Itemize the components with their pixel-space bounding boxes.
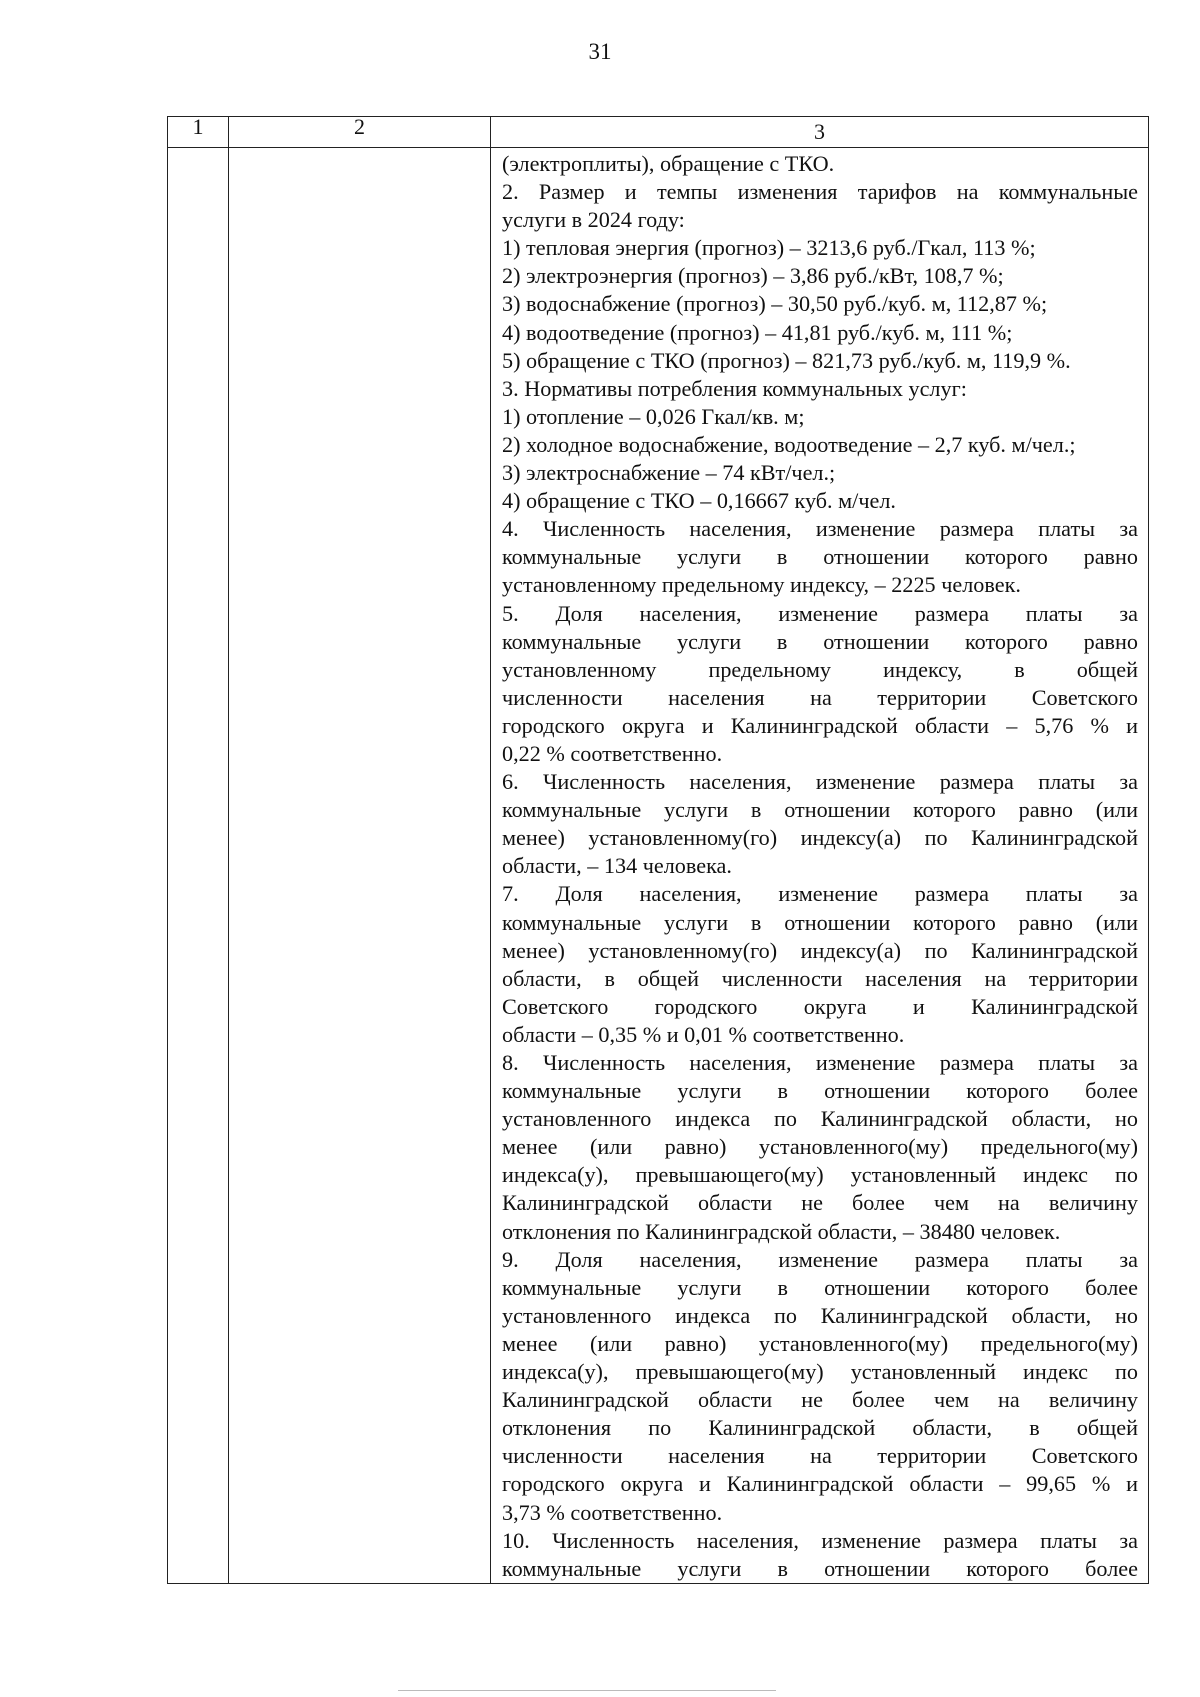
text-line: менее (или равно) установленного(му) предельного(му): [502, 1134, 1138, 1160]
text-line: услуги в 2024 году:: [502, 207, 685, 233]
text-line: 0,22 % соответственно.: [502, 740, 723, 766]
text-line: численности населения на территории Советского: [502, 684, 1138, 710]
text-line: области – 0,35 % и 0,01 % соответственно.: [502, 1021, 905, 1047]
text-line: 2. Размер и темпы изменения тарифов на коммунальные: [502, 179, 1138, 205]
text-line: Калининградской области не более чем на величину: [502, 1387, 1138, 1413]
text-line: 4) водоотведение (прогноз) – 41,81 руб./куб. м, 111 %;: [502, 319, 1013, 345]
column-3-content: [491, 148, 1148, 1583]
text-line: городского округа и Калининградской области – 99,65 % и: [502, 1471, 1138, 1497]
text-line: менее) установленному(го) индексу(а) по Калининградской: [502, 937, 1138, 963]
text-line: отклонения по Калининградской области, – 38480 человек.: [502, 1218, 1061, 1244]
footer-rule: [398, 1690, 776, 1691]
text-line: 5. Доля населения, изменение размера платы за: [502, 600, 1138, 626]
text-line: 2) холодное водоснабжение, водоотведение – 2,7 куб. м/чел.;: [502, 431, 1076, 457]
text-line: городского округа и Калининградской области – 5,76 % и: [502, 712, 1138, 738]
text-line: Советского городского округа и Калининградской: [502, 993, 1138, 1019]
table-header-row: [168, 117, 1149, 148]
text-line: (электроплиты), обращение с ТКО.: [502, 151, 835, 176]
text-line: установленного индекса по Калининградской области, но: [502, 1106, 1138, 1132]
text-line: 8. Численность населения, изменение размера платы за: [502, 1050, 1138, 1075]
text-line: 3,73 % соответственно.: [502, 1499, 723, 1525]
text-line: коммунальные услуги в отношении которого более: [502, 1555, 1138, 1581]
text-line: установленному предельному индексу, в общей: [502, 656, 1138, 682]
text-line: 1) отопление – 0,026 Гкал/кв. м;: [502, 403, 805, 429]
text-line: коммунальные услуги в отношении которого равно: [502, 544, 1138, 570]
text-line: отклонения по Калининградской области, в общей: [502, 1415, 1138, 1441]
text-line: области, в общей численности населения на территории: [502, 965, 1138, 991]
text-line: 6. Численность населения, изменение размера платы за: [502, 769, 1138, 795]
text-line: Калининградской области не более чем на величину: [502, 1190, 1138, 1216]
text-line: 2) электроэнергия (прогноз) – 3,86 руб./кВт, 108,7 %;: [502, 263, 1004, 289]
column-header-1: 1: [168, 117, 229, 148]
text-line: коммунальные услуги в отношении которого равно (или: [502, 909, 1138, 935]
text-line: 3) водоснабжение (прогноз) – 30,50 руб./куб. м, 112,87 %;: [502, 291, 1048, 317]
text-line: установленного индекса по Калининградской области, но: [502, 1302, 1138, 1328]
text-line: 4. Численность населения, изменение размера платы за: [502, 516, 1138, 542]
text-line: индекса(у), превышающего(му) установленный индекс по: [502, 1359, 1138, 1385]
text-line: 3. Нормативы потребления коммунальных услуг:: [502, 375, 967, 401]
text-line: 9. Доля населения, изменение размера платы за: [502, 1246, 1138, 1272]
text-line: менее (или равно) установленного(му) предельного(му): [502, 1330, 1138, 1356]
table-body-row: [168, 148, 1149, 1584]
text-line: коммунальные услуги в отношении которого более: [502, 1078, 1138, 1104]
page-number: 31: [588, 39, 612, 64]
text-line: установленному предельному индексу, – 2225 человек.: [502, 572, 1021, 598]
column-2-cell: [229, 148, 491, 1584]
text-line: 4) обращение с ТКО – 0,16667 куб. м/чел.: [502, 488, 896, 514]
text-line: области, – 134 человека.: [502, 853, 732, 879]
text-line: численности населения на территории Советского: [502, 1443, 1138, 1469]
text-line: коммунальные услуги в отношении которого равно: [502, 628, 1138, 654]
text-line: 10. Численность населения, изменение размера платы за: [502, 1527, 1138, 1553]
column-1-cell: [168, 148, 229, 1584]
text-line: 5) обращение с ТКО (прогноз) – 821,73 руб./куб. м, 119,9 %.: [502, 347, 1071, 373]
text-line: 3) электроснабжение – 74 кВт/чел.;: [502, 460, 836, 486]
text-line: 1) тепловая энергия (прогноз) – 3213,6 руб./Гкал, 113 %;: [502, 235, 1036, 261]
column-header-3: 3: [491, 117, 1149, 148]
text-line: коммунальные услуги в отношении которого более: [502, 1274, 1138, 1300]
text-line: 7. Доля населения, изменение размера платы за: [502, 881, 1138, 907]
column-header-2: 2: [229, 117, 491, 148]
text-line: менее) установленному(го) индексу(а) по Калининградской: [502, 825, 1138, 851]
column-3-cell: [491, 148, 1149, 1584]
document-table: [167, 116, 1149, 1584]
text-line: коммунальные услуги в отношении которого равно (или: [502, 797, 1138, 823]
text-line: индекса(у), превышающего(му) установленный индекс по: [502, 1162, 1138, 1188]
